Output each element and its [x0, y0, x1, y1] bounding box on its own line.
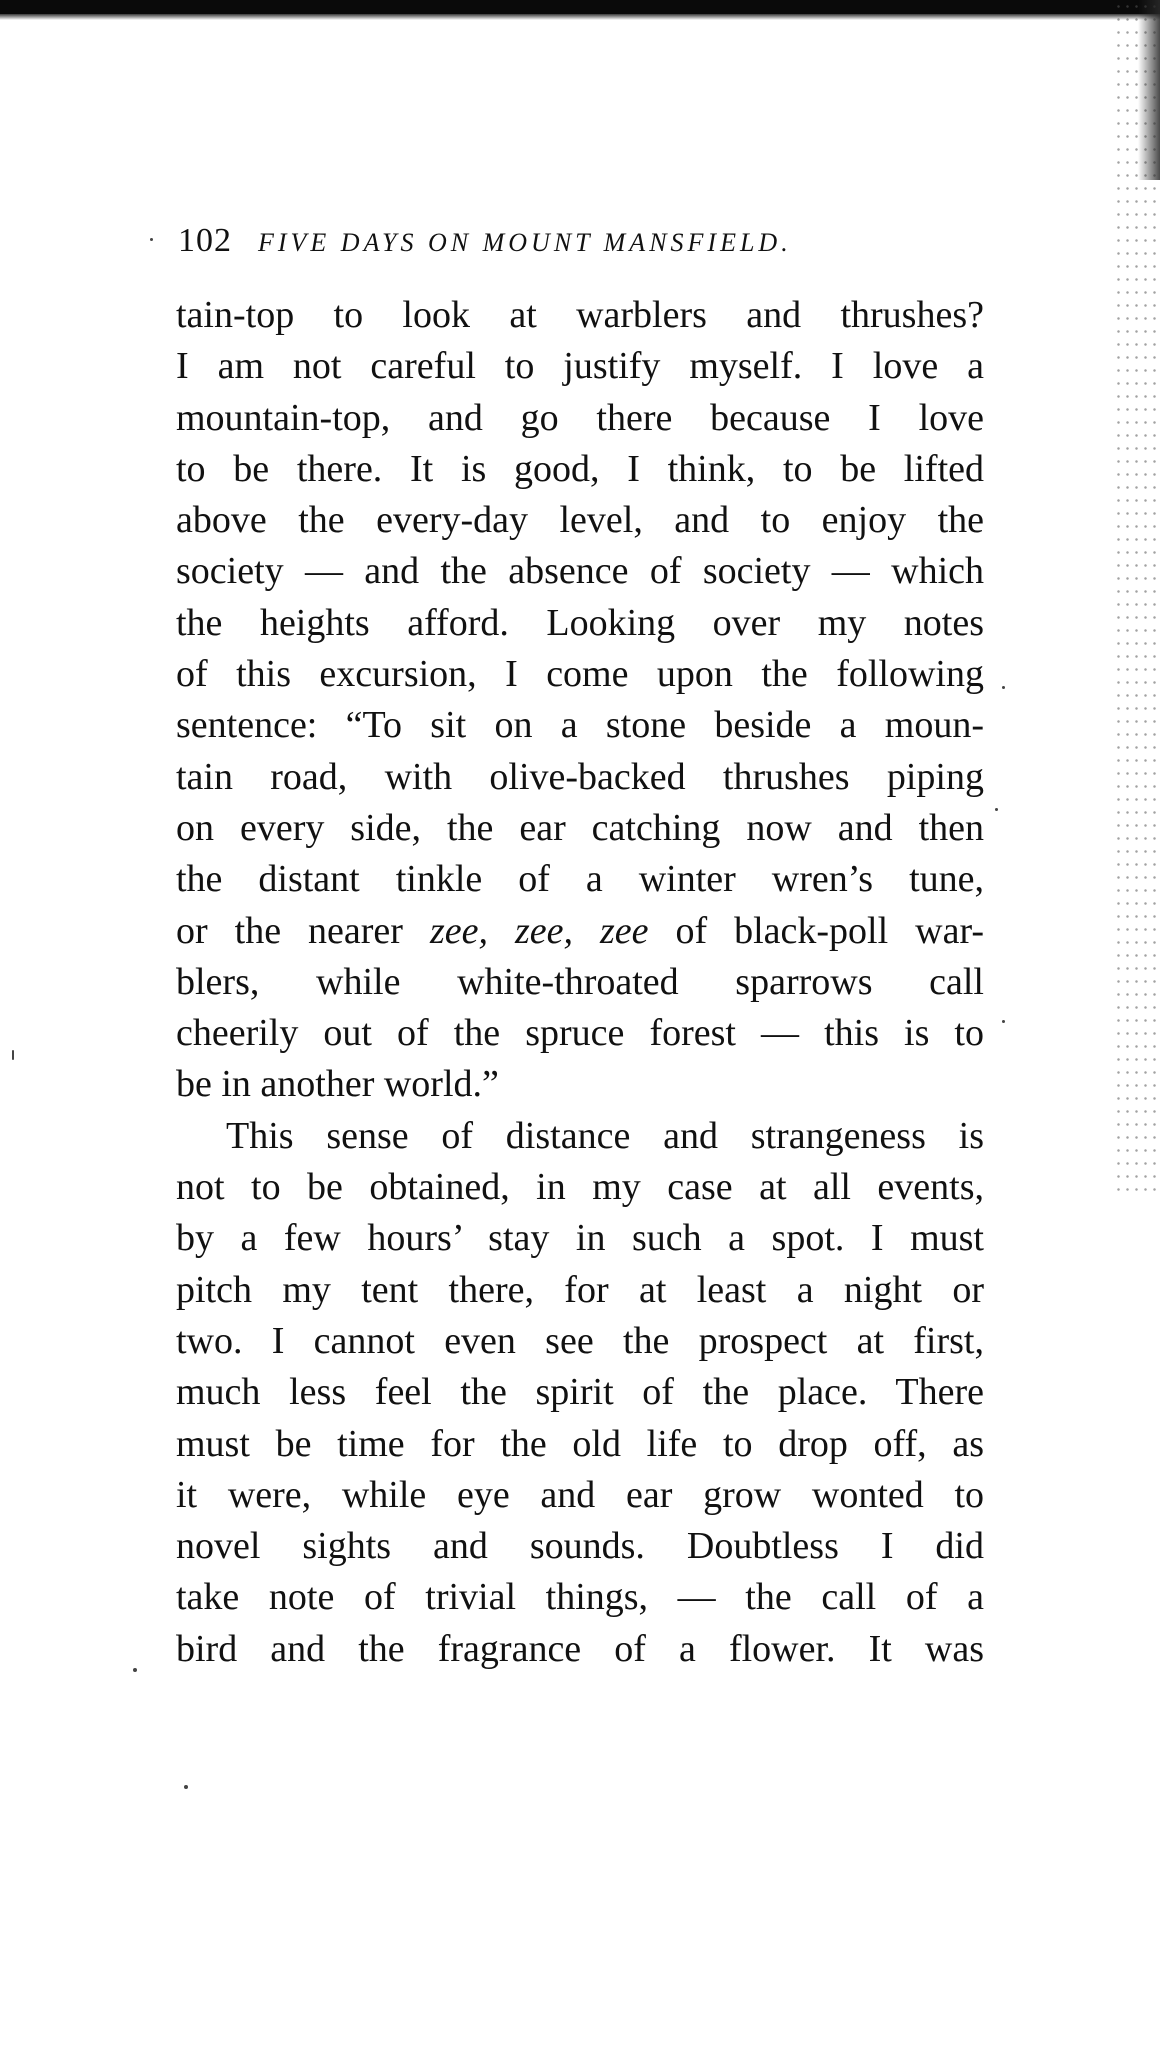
- scan-speck: [1002, 686, 1005, 689]
- text-line: be in another world.”: [176, 1063, 499, 1106]
- text-line: tain road, with olive-backed thrushes piping: [176, 755, 984, 798]
- scan-speck: [12, 1050, 14, 1060]
- text-line: sentence: “To sit on a stone beside a moun-: [176, 704, 984, 747]
- text-line-with-italics: [176, 906, 984, 957]
- text-line: novel sights and sounds. Doubtless I did: [176, 1525, 984, 1568]
- text-line: of this excursion, I come upon the following: [176, 653, 984, 696]
- text-line: the distant tinkle of a winter wren’s tune,: [176, 858, 984, 901]
- text-line: on every side, the ear catching now and then: [176, 806, 984, 849]
- text-line: society — and the absence of society — which: [176, 550, 984, 593]
- scan-right-gutter-shadow: [1138, 0, 1160, 180]
- text-line: by a few hours’ stay in such a spot. I must: [176, 1217, 984, 1260]
- text-run: of black-poll war-: [648, 909, 984, 952]
- scan-speck: [133, 1668, 137, 1672]
- running-head: [178, 222, 998, 270]
- text-line: much less feel the spirit of the place. There: [176, 1371, 984, 1414]
- text-line: bird and the fragrance of a flower. It was: [176, 1627, 984, 1670]
- scan-right-gutter-noise: [1114, 0, 1160, 1200]
- text-line: blers, while white-throated sparrows call: [176, 960, 984, 1003]
- scan-top-edge-fade: [0, 14, 1160, 20]
- text-line: not to be obtained, in my case at all events,: [176, 1166, 984, 1209]
- text-line: above the every-day level, and to enjoy the: [176, 499, 984, 542]
- text-line: I am not careful to justify myself. I love a: [176, 345, 984, 388]
- page-number: 102: [178, 222, 232, 259]
- text-line: take note of trivial things, — the call of a: [176, 1576, 984, 1619]
- scan-speck: [995, 808, 998, 811]
- text-line: mountain-top, and go there because I love: [176, 396, 984, 439]
- scan-top-edge: [0, 0, 1160, 14]
- text-run: or the nearer: [176, 909, 430, 952]
- text-line: must be time for the old life to drop off, as: [176, 1422, 984, 1465]
- text-line: to be there. It is good, I think, to be lifted: [176, 447, 984, 490]
- text-line: pitch my tent there, for at least a night or: [176, 1268, 984, 1311]
- scan-speck: [184, 1785, 188, 1789]
- body-text: [176, 290, 984, 1675]
- text-line: it were, while eye and ear grow wonted to: [176, 1473, 984, 1516]
- scan-speck: [150, 238, 153, 241]
- text-line: cheerily out of the spruce forest — this is to: [176, 1012, 984, 1055]
- running-title: FIVE DAYS ON MOUNT MANSFIELD.: [258, 228, 792, 257]
- text-line: tain-top to look at warblers and thrushes?: [176, 294, 984, 336]
- paragraph-first-line: This sense of distance and strangeness is: [226, 1114, 984, 1157]
- scan-speck: [1002, 1020, 1005, 1023]
- text-line: two. I cannot even see the prospect at first,: [176, 1319, 984, 1362]
- text-line: the heights afford. Looking over my notes: [176, 601, 984, 644]
- italic-birdcall: zee, zee, zee: [429, 909, 649, 952]
